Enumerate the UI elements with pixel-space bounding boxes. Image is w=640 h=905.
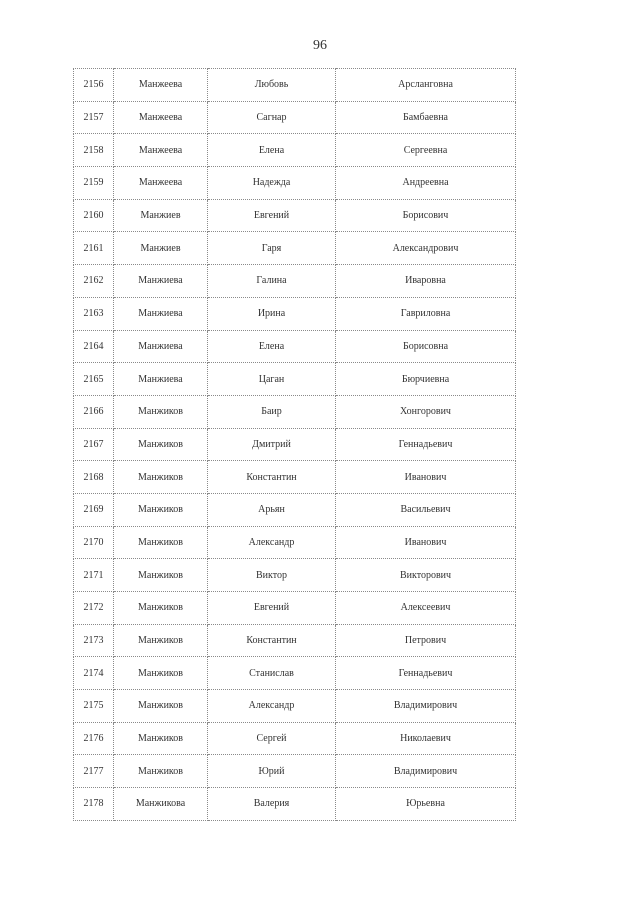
first-name-cell: Виктор <box>208 559 336 592</box>
table-row <box>74 755 516 788</box>
patronymic-cell: Геннадьевич <box>336 428 516 461</box>
patronymic-cell: Борисовна <box>336 330 516 363</box>
last-name-cell: Манжиков <box>114 559 208 592</box>
patronymic-cell: Владимирович <box>336 755 516 788</box>
last-name-cell: Манжиев <box>114 199 208 232</box>
patronymic-cell: Арсланговна <box>336 69 516 102</box>
first-name-cell: Баир <box>208 395 336 428</box>
first-name-cell: Арьян <box>208 493 336 526</box>
first-name-cell: Станислав <box>208 657 336 690</box>
row-number-cell: 2171 <box>74 559 114 592</box>
table-row <box>74 395 516 428</box>
patronymic-cell: Иванович <box>336 526 516 559</box>
table-row <box>74 199 516 232</box>
last-name-cell: Манжиев <box>114 232 208 265</box>
last-name-cell: Манжиева <box>114 297 208 330</box>
row-number-cell: 2174 <box>74 657 114 690</box>
table-row <box>74 69 516 102</box>
row-number-cell: 2162 <box>74 265 114 298</box>
patronymic-cell: Сергеевна <box>336 134 516 167</box>
row-number-cell: 2157 <box>74 101 114 134</box>
patronymic-cell: Викторович <box>336 559 516 592</box>
page-number: 96 <box>313 38 327 53</box>
last-name-cell: Манжикова <box>114 788 208 821</box>
patronymic-cell: Иваровна <box>336 265 516 298</box>
first-name-cell: Надежда <box>208 167 336 200</box>
row-number-cell: 2169 <box>74 493 114 526</box>
first-name-cell: Александр <box>208 526 336 559</box>
row-number-cell: 2176 <box>74 722 114 755</box>
patronymic-cell: Бамбаевна <box>336 101 516 134</box>
table-row <box>74 722 516 755</box>
registry-table-body <box>74 69 516 821</box>
first-name-cell: Галина <box>208 265 336 298</box>
last-name-cell: Манжиева <box>114 363 208 396</box>
last-name-cell: Манжиков <box>114 395 208 428</box>
first-name-cell: Цаган <box>208 363 336 396</box>
row-number-cell: 2175 <box>74 690 114 723</box>
patronymic-cell: Владимирович <box>336 690 516 723</box>
table-row <box>74 690 516 723</box>
row-number-cell: 2178 <box>74 788 114 821</box>
first-name-cell: Дмитрий <box>208 428 336 461</box>
patronymic-cell: Гавриловна <box>336 297 516 330</box>
table-row <box>74 526 516 559</box>
patronymic-cell: Геннадьевич <box>336 657 516 690</box>
patronymic-cell: Александрович <box>336 232 516 265</box>
table-row <box>74 232 516 265</box>
table-row <box>74 297 516 330</box>
table-row <box>74 134 516 167</box>
patronymic-cell: Николаевич <box>336 722 516 755</box>
row-number-cell: 2172 <box>74 592 114 625</box>
last-name-cell: Манжиков <box>114 428 208 461</box>
last-name-cell: Манжиева <box>114 265 208 298</box>
last-name-cell: Манжиков <box>114 657 208 690</box>
last-name-cell: Манжиков <box>114 690 208 723</box>
table-row <box>74 461 516 494</box>
row-number-cell: 2159 <box>74 167 114 200</box>
table-row <box>74 428 516 461</box>
table-row <box>74 101 516 134</box>
row-number-cell: 2166 <box>74 395 114 428</box>
table-row <box>74 788 516 821</box>
row-number-cell: 2160 <box>74 199 114 232</box>
table-row <box>74 330 516 363</box>
first-name-cell: Евгений <box>208 199 336 232</box>
first-name-cell: Евгений <box>208 592 336 625</box>
last-name-cell: Манжиков <box>114 493 208 526</box>
last-name-cell: Манжеева <box>114 167 208 200</box>
registry-table <box>73 68 516 821</box>
last-name-cell: Манжиков <box>114 722 208 755</box>
last-name-cell: Манжеева <box>114 69 208 102</box>
table-row <box>74 265 516 298</box>
patronymic-cell: Андреевна <box>336 167 516 200</box>
table-row <box>74 624 516 657</box>
first-name-cell: Любовь <box>208 69 336 102</box>
table-row <box>74 592 516 625</box>
patronymic-cell: Алексеевич <box>336 592 516 625</box>
table-row <box>74 167 516 200</box>
first-name-cell: Константин <box>208 461 336 494</box>
row-number-cell: 2177 <box>74 755 114 788</box>
row-number-cell: 2158 <box>74 134 114 167</box>
patronymic-cell: Бюрчиевна <box>336 363 516 396</box>
table-row <box>74 559 516 592</box>
table-row <box>74 493 516 526</box>
last-name-cell: Манжеева <box>114 101 208 134</box>
last-name-cell: Манжиков <box>114 755 208 788</box>
last-name-cell: Манжеева <box>114 134 208 167</box>
first-name-cell: Александр <box>208 690 336 723</box>
first-name-cell: Константин <box>208 624 336 657</box>
first-name-cell: Сергей <box>208 722 336 755</box>
row-number-cell: 2163 <box>74 297 114 330</box>
last-name-cell: Манжиков <box>114 526 208 559</box>
row-number-cell: 2170 <box>74 526 114 559</box>
row-number-cell: 2168 <box>74 461 114 494</box>
last-name-cell: Манжиков <box>114 624 208 657</box>
patronymic-cell: Юрьевна <box>336 788 516 821</box>
patronymic-cell: Хонгорович <box>336 395 516 428</box>
row-number-cell: 2165 <box>74 363 114 396</box>
first-name-cell: Ирина <box>208 297 336 330</box>
row-number-cell: 2167 <box>74 428 114 461</box>
last-name-cell: Манжиков <box>114 592 208 625</box>
row-number-cell: 2164 <box>74 330 114 363</box>
patronymic-cell: Борисович <box>336 199 516 232</box>
first-name-cell: Гаря <box>208 232 336 265</box>
first-name-cell: Валерия <box>208 788 336 821</box>
last-name-cell: Манжиева <box>114 330 208 363</box>
patronymic-cell: Иванович <box>336 461 516 494</box>
first-name-cell: Сагнар <box>208 101 336 134</box>
first-name-cell: Елена <box>208 134 336 167</box>
patronymic-cell: Васильевич <box>336 493 516 526</box>
patronymic-cell: Петрович <box>336 624 516 657</box>
row-number-cell: 2173 <box>74 624 114 657</box>
last-name-cell: Манжиков <box>114 461 208 494</box>
row-number-cell: 2156 <box>74 69 114 102</box>
first-name-cell: Елена <box>208 330 336 363</box>
table-row <box>74 363 516 396</box>
first-name-cell: Юрий <box>208 755 336 788</box>
row-number-cell: 2161 <box>74 232 114 265</box>
table-row <box>74 657 516 690</box>
